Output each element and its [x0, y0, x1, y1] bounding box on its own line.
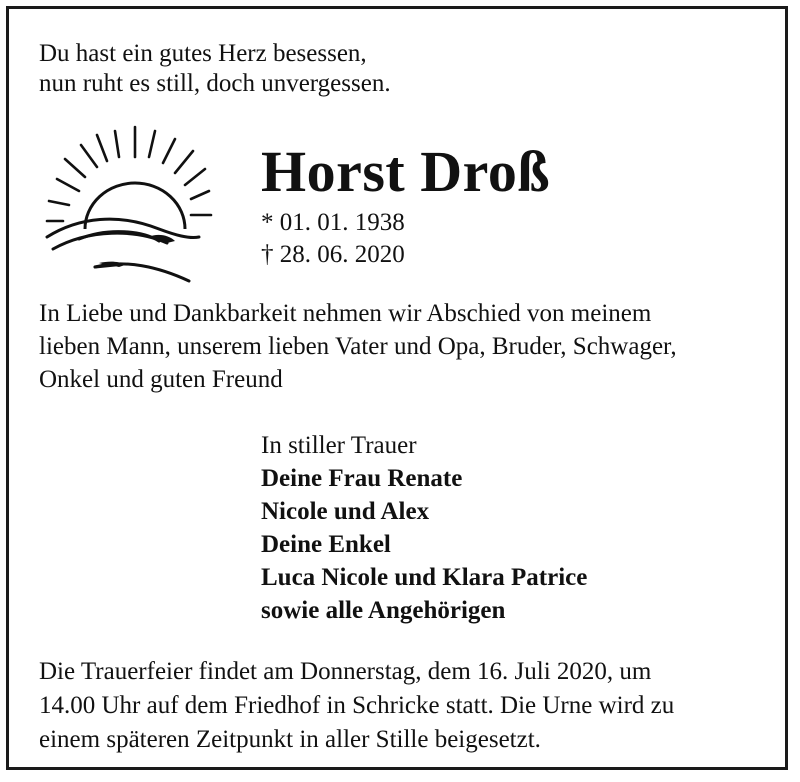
verse-line: nun ruht es still, doch unvergessen. — [39, 70, 391, 97]
farewell-line: In Liebe und Dankbarkeit nehmen wir Abschied von meinem — [39, 300, 652, 327]
birth-date: * 01. 01. 1938 — [261, 209, 405, 236]
mourner-name: sowie alle Angehörigen — [261, 597, 506, 624]
mourner-name: Deine Frau Renate — [261, 465, 463, 492]
sunset-over-hills-icon — [39, 117, 219, 287]
life-dates — [261, 207, 405, 271]
obituary-notice — [6, 6, 788, 770]
verse-line: Du hast ein gutes Herz besessen, — [39, 40, 367, 67]
mourning-heading: In stiller Trauer — [261, 432, 417, 459]
deceased-name: Horst Droß — [261, 139, 551, 204]
death-date: † 28. 06. 2020 — [261, 241, 405, 268]
mourner-name: Nicole und Alex — [261, 498, 430, 525]
service-line: 14.00 Uhr auf dem Friedhof in Schricke statt. Die Urne wird zu — [39, 692, 675, 719]
memorial-verse — [39, 39, 391, 99]
farewell-line: Onkel und guten Freund — [39, 366, 283, 393]
funeral-service-info — [39, 655, 674, 757]
service-line: Die Trauerfeier findet am Donnerstag, dem 16. Juli 2020, um — [39, 658, 652, 685]
mourner-name: Luca Nicole und Klara Patrice — [261, 564, 588, 591]
mourners-list — [261, 429, 587, 627]
mourner-name: Deine Enkel — [261, 531, 391, 558]
farewell-text — [39, 297, 769, 396]
service-line: einem späteren Zeitpunkt in aller Stille beigesetzt. — [39, 726, 541, 753]
farewell-line: lieben Mann, unserem lieben Vater und Opa, Bruder, Schwager, — [39, 333, 677, 360]
